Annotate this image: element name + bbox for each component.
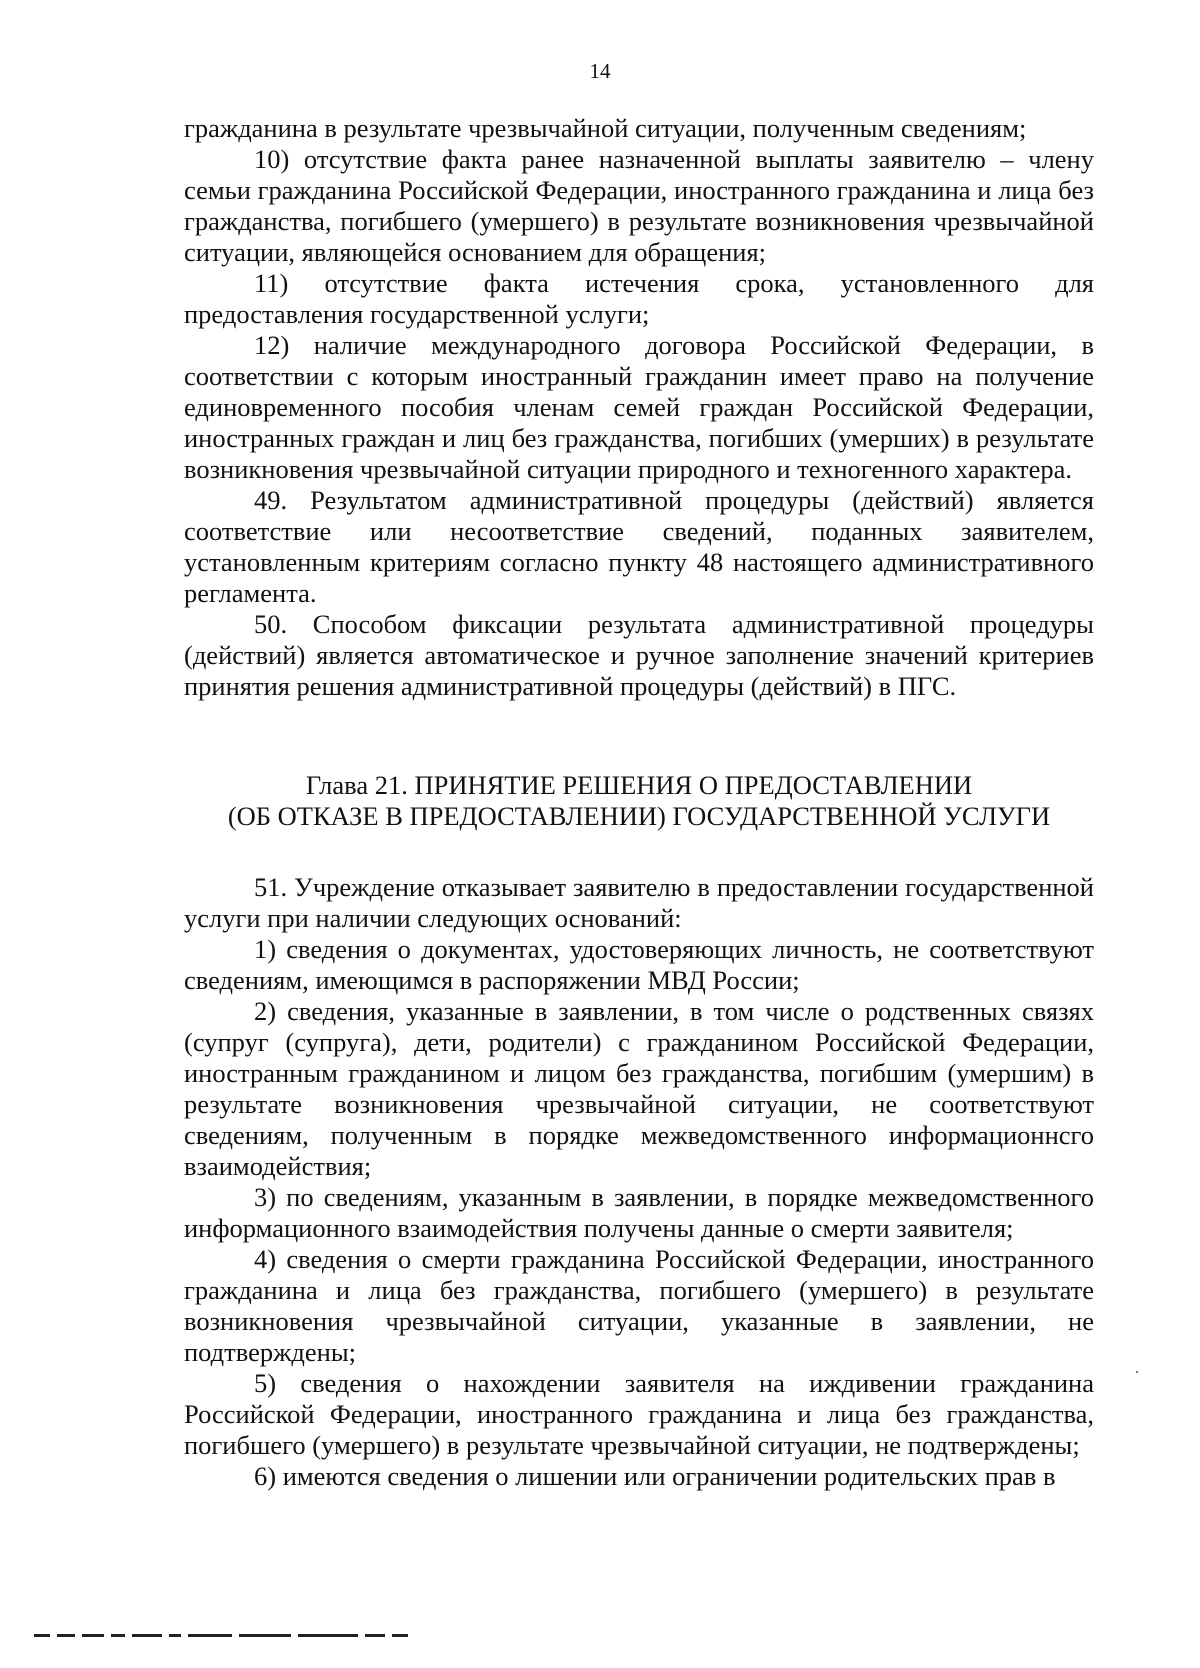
page-number: 14 [589, 59, 611, 83]
clause-49: 49. Результатом административной процедуры (действий) является соответствие или несоответствие сведений, поданных заявителем, установленным критериям согласно пункту 48 настоящего административного регламента. [184, 485, 1094, 608]
list-item-12: 12) наличие международного договора Российской Федерации, в соответствии с которым иностранный гражданин имеет право на получение единовременного пособия членам семей граждан Российской Федерации, иностранных граждан и лиц без гражданства, погибших (умерших) в результате возникновения чрезвычайной ситуации природного и техногенного характера. [184, 330, 1094, 484]
clause-50: 50. Способом фиксации результата административной процедуры (действий) является автоматическое и ручное заполнение значений критериев принятия решения административной процедуры (действий) в ПГС. [184, 609, 1094, 701]
reason-item-2: 2) сведения, указанные в заявлении, в том числе о родственных связях (супруг (супруга), дети, родители) с гражданином Российской Федерации, иностранным гражданином и лицом без гражданства, погибшим (умершим) в результате возникновения чрезвычайной ситуации, не соответствуют сведениям, полученным в порядке межведомственного информационнсго взаимодействия; [184, 996, 1094, 1181]
clause-51: 51. Учреждение отказывает заявителю в предоставлении государственной услуги при наличии следующих оснований: [184, 872, 1094, 933]
reason-item-5: 5) сведения о нахождении заявителя на иждивении гражданина Российской Федерации, иностранного гражданина и лица без гражданства, погибшего (умершего) в результате чрезвычайной ситуации, не подтверждены; [184, 1368, 1094, 1460]
chapter-heading [184, 770, 1094, 832]
reason-item-1: 1) сведения о документах, удостоверяющих личность, не соответствуют сведениям, имеющимся в распоряжении МВД России; [184, 934, 1094, 995]
chapter-heading-line-2: (ОБ ОТКАЗЕ В ПРЕДОСТАВЛЕНИИ) ГОСУДАРСТВЕННОЙ УСЛУГИ [227, 801, 1051, 831]
chapter-heading-line-1: Глава 21. ПРИНЯТИЕ РЕШЕНИЯ О ПРЕДОСТАВЛЕНИИ [305, 770, 973, 800]
list-item-11: 11) отсутствие факта истечения срока, установленного для предоставления государственной услуги; [184, 268, 1094, 329]
list-item-10: 10) отсутствие факта ранее назначенной выплаты заявителю – члену семьи гражданина Российской Федерации, иностранного гражданина и лица без гражданства, погибшего (умершего) в результате возникновения чрезвычайной ситуации, являющейся основанием для обращения; [184, 144, 1094, 267]
reason-item-6: 6) имеются сведения о лишении или ограничении родительских прав в [254, 1461, 1056, 1491]
body-text-bottom [184, 872, 1094, 1492]
paragraph-continuation: гражданина в результате чрезвычайной ситуации, полученным сведениям; [184, 113, 1027, 143]
reason-item-4: 4) сведения о смерти гражданина Российской Федерации, иностранного гражданина и лица без гражданства, погибшего (умершего) в результате возникновения чрезвычайной ситуации, указанные в заявлении, не подтверждены; [184, 1244, 1094, 1367]
scan-speck [1136, 1371, 1138, 1373]
scan-footer-dashes [34, 1634, 434, 1638]
body-text-top [184, 113, 1094, 702]
reason-item-3: 3) по сведениям, указанным в заявлении, в порядке межведомственного информационного взаимодействия получены данные о смерти заявителя; [184, 1182, 1094, 1243]
